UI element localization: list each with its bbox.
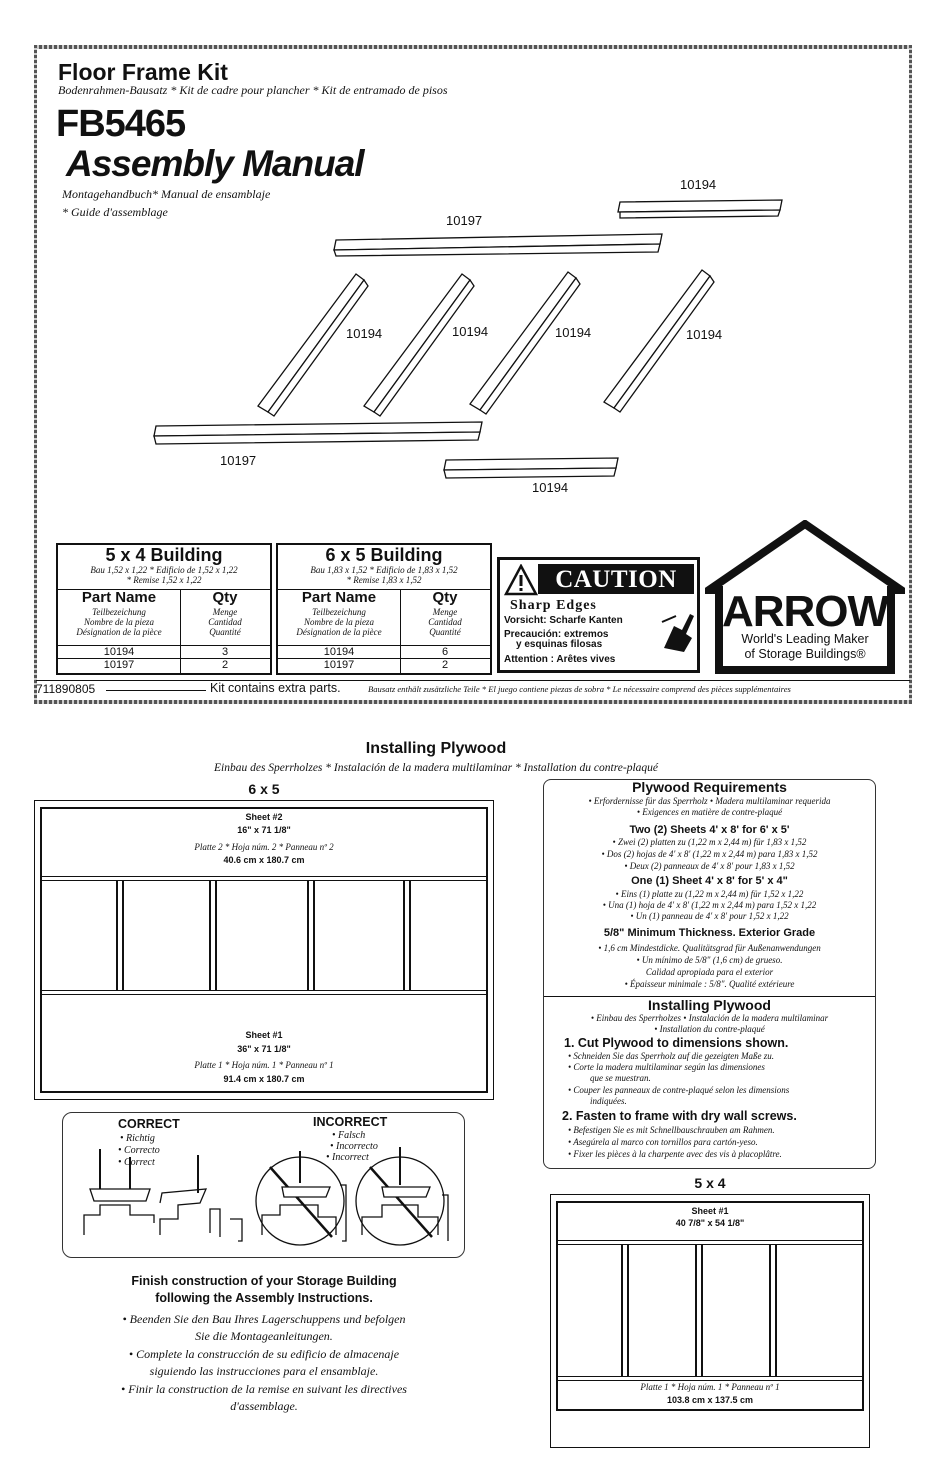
caution-sharp-edges: Sharp Edges bbox=[510, 598, 597, 613]
model-number: FB5465 bbox=[56, 103, 186, 145]
table-5x4-row2-qty: 2 bbox=[221, 659, 229, 671]
sheet1-title: Sheet #1 bbox=[245, 1030, 283, 1040]
hand-cut-icon bbox=[660, 608, 696, 654]
joist-1 bbox=[116, 880, 124, 990]
table-5x4-row1-qty: 3 bbox=[221, 646, 229, 658]
incorrect-trans-2: • Incorrecto bbox=[330, 1141, 378, 1152]
table-5x4-row2-part: 10197 bbox=[103, 659, 135, 671]
footer-divider bbox=[36, 680, 910, 681]
kit-title-translations: Bodenrahmen-Bausatz * Kit de cadre pour plancher * Kit de entramado de pisos bbox=[58, 83, 448, 97]
thickness-trans-1: • 1,6 cm Mindestdicke. Qualitätsgrad für Außenanwendungen bbox=[598, 943, 821, 953]
cover-frame-border-top bbox=[34, 45, 912, 49]
step-1-trans-2: • Corte la madera multilaminar según las dimensiones bbox=[568, 1062, 765, 1072]
sheet54-dimensions: 40 7/8" x 54 1/8" bbox=[675, 1218, 745, 1228]
part-label-10194-b: 10194 bbox=[346, 326, 383, 341]
requirements-trans-2: • Exigences en matière de contre-plaqué bbox=[636, 807, 783, 817]
one-sheet-trans-2: • Una (1) hoja de 4' x 8' (1,22 m x 2,44 m) para 1,52 x 1,22 bbox=[602, 900, 817, 910]
sheet2-title: Sheet #2 bbox=[245, 812, 283, 822]
table-6x5-row1-part: 10194 bbox=[323, 646, 355, 658]
cover-frame-border-right bbox=[909, 45, 912, 703]
table-5x4-qty-trans-3: Quantité bbox=[209, 627, 241, 637]
two-sheets-trans-3: • Deux (2) panneaux de 4' x 8' pour 1,83 x 1,52 bbox=[624, 861, 795, 871]
joist-54-3 bbox=[769, 1244, 777, 1376]
requirements-trans-1: • Erfordernisse für das Sperrholz • Madera multilaminar requerida bbox=[588, 796, 831, 806]
correct-trans-1: • Richtig bbox=[120, 1133, 155, 1144]
manual-translations-1: Montagehandbuch* Manual de ensamblaje bbox=[62, 187, 271, 201]
two-sheets-trans-1: • Zwei (2) platten zu (1,22 m x 2,44 m) für 1,83 x 1,52 bbox=[612, 837, 807, 847]
table-6x5-part-trans-1: Teilbezeichung bbox=[312, 607, 366, 617]
table-5x4-col-part: Part Name bbox=[81, 589, 157, 606]
table-5x4-title: 5 x 4 Building bbox=[105, 545, 223, 565]
table-6x5-qty-trans-2: Cantidad bbox=[428, 617, 462, 627]
sheet1-translations: Platte 1 * Hoja núm. 1 * Panneau nº 1 bbox=[194, 1060, 334, 1070]
table-6x5-row1-qty: 6 bbox=[441, 646, 449, 658]
plywood-section-subtitle: Einbau des Sperrholzes * Instalación de la madera multilaminar * Installation du contre-plaqué bbox=[214, 762, 658, 774]
finish-trans-2: Sie die Montageanleitungen. bbox=[195, 1329, 333, 1343]
cover-frame-border-bottom bbox=[34, 700, 912, 704]
finish-trans-5: • Finir la construction de la remise en suivant les directives bbox=[121, 1382, 407, 1396]
requirements-title: Plywood Requirements bbox=[632, 779, 787, 795]
step-1-trans-3: que se muestran. bbox=[590, 1073, 651, 1083]
table-5x4-part-trans-3: Désignation de la pièce bbox=[76, 627, 162, 637]
joist-2 bbox=[209, 880, 217, 990]
incorrect-trans-3: • Incorrect bbox=[326, 1152, 369, 1163]
part-label-10194-f: 10194 bbox=[532, 480, 569, 495]
table-5x4-part-trans-2: Nombre de la pieza bbox=[84, 617, 154, 627]
table-6x5-col-qty: Qty bbox=[432, 589, 458, 606]
brand-tagline-2: of Storage Buildings® bbox=[744, 647, 866, 661]
table-6x5-subtitle-1: Bau 1,83 x 1,52 * Edificio de 1,83 x 1,52 bbox=[310, 565, 458, 575]
caution-banner bbox=[538, 564, 694, 594]
finish-trans-1: • Beenden Sie den Bau Ihres Lagerschuppens und befolgen bbox=[122, 1312, 406, 1326]
one-sheet-requirement: One (1) Sheet 4' x 8' for 5' x 4" bbox=[631, 875, 788, 887]
footer-leader-line bbox=[106, 690, 206, 691]
finish-line-1: Finish construction of your Storage Building bbox=[131, 1274, 397, 1288]
sheet1-metric: 91.4 cm x 180.7 cm bbox=[223, 1074, 305, 1084]
step-2-trans-3: • Fixer les pièces à la charpente avec des vis à placoplâtre. bbox=[568, 1149, 782, 1159]
step-1: 1. Cut Plywood to dimensions shown. bbox=[564, 1036, 789, 1050]
thickness-trans-3: Calidad apropiada para el exterior bbox=[645, 967, 774, 977]
table-6x5-col-part: Part Name bbox=[301, 589, 377, 606]
part-code: 711890805 bbox=[36, 682, 96, 696]
table-6x5-title: 6 x 5 Building bbox=[325, 545, 443, 565]
table-5x4-qty-trans-2: Cantidad bbox=[208, 617, 242, 627]
caution-label bbox=[497, 557, 700, 673]
caution-word: CAUTION bbox=[555, 566, 677, 593]
step-2-trans-2: • Asegúrela al marco con tornillos para cartón-yeso. bbox=[568, 1137, 758, 1147]
table-5x4-part-trans-1: Teilbezeichung bbox=[92, 607, 146, 617]
install-plywood-trans-2: • Installation du contre-plaqué bbox=[654, 1024, 765, 1034]
finish-trans-6: d'assemblage. bbox=[230, 1399, 298, 1413]
finish-trans-3: • Complete la construcción de su edificio de almacenaje bbox=[128, 1347, 400, 1361]
sheet54-seam-bottom bbox=[558, 1376, 862, 1381]
sheet-seam-top bbox=[42, 876, 486, 881]
manual-translations-2: * Guide d'assemblage bbox=[62, 205, 168, 219]
table-6x5-part-trans-3: Désignation de la pièce bbox=[296, 627, 382, 637]
table-5x4-subtitle-2: * Remise 1,52 x 1,22 bbox=[126, 575, 202, 585]
table-6x5-qty-trans-3: Quantité bbox=[429, 627, 461, 637]
brand-tagline-1: World's Leading Maker bbox=[741, 632, 869, 646]
two-sheets-requirement: Two (2) Sheets 4' x 8' for 6' x 5' bbox=[629, 824, 790, 836]
size-6x5-label: 6 x 5 bbox=[248, 781, 280, 797]
table-6x5-qty-trans-1: Menge bbox=[432, 607, 458, 617]
kit-title: Floor Frame Kit bbox=[58, 59, 228, 85]
step-2: 2. Fasten to frame with dry wall screws. bbox=[562, 1109, 797, 1123]
step-2-trans-1: • Befestigen Sie es mit Schnellbauschrauben am Rahmen. bbox=[568, 1125, 775, 1135]
brand-name: ARROW bbox=[721, 587, 889, 636]
joist-3 bbox=[307, 880, 315, 990]
table-6x5-part-trans-2: Nombre de la pieza bbox=[304, 617, 374, 627]
table-6x5-subtitle-2: * Remise 1,83 x 1,52 bbox=[346, 575, 422, 585]
table-6x5-row2-qty: 2 bbox=[441, 659, 449, 671]
two-sheets-trans-2: • Dos (2) hojas de 4' x 8' (1,22 m x 2,44 m) para 1,83 x 1,52 bbox=[601, 849, 818, 859]
joist-54-2 bbox=[695, 1244, 703, 1376]
sheet54-seam-top bbox=[558, 1240, 862, 1245]
sheet1-dimensions: 36" x 71 1/8" bbox=[237, 1044, 291, 1054]
part-label-10194-a: 10194 bbox=[680, 177, 717, 192]
parts-table-5x4 bbox=[56, 543, 272, 675]
caution-spanish-1: Precaución: extremos bbox=[504, 629, 609, 640]
caution-french: Attention : Arêtes vives bbox=[504, 654, 616, 665]
joist-54-1 bbox=[621, 1244, 629, 1376]
part-label-10197-b: 10197 bbox=[220, 453, 257, 468]
one-sheet-trans-3: • Un (1) panneau de 4' x 8' pour 1,52 x 1,22 bbox=[630, 911, 789, 921]
plywood-section-title: Installing Plywood bbox=[365, 740, 507, 757]
caution-spanish-2: y esquinas filosas bbox=[516, 639, 603, 650]
part-label-10197-a: 10197 bbox=[446, 213, 483, 228]
sheet54-translations: Platte 1 * Hoja núm. 1 * Panneau nº 1 bbox=[640, 1382, 780, 1392]
step-1-trans-5: indiquées. bbox=[590, 1096, 627, 1106]
incorrect-trans-1: • Falsch bbox=[332, 1130, 366, 1141]
joist-4 bbox=[403, 880, 411, 990]
table-5x4-qty-trans-1: Menge bbox=[212, 607, 238, 617]
thickness-requirement: 5/8" Minimum Thickness. Exterior Grade bbox=[603, 927, 816, 939]
sheet-seam-bottom bbox=[42, 990, 486, 995]
caution-german: Vorsicht: Scharfe Kanten bbox=[504, 615, 623, 626]
cover-frame-border-left bbox=[34, 45, 37, 703]
extra-parts-note: Kit contains extra parts. bbox=[210, 681, 341, 695]
thickness-trans-4: • Épaisseur minimale : 5/8". Qualité extérieure bbox=[624, 979, 795, 989]
parts-table-6x5 bbox=[276, 543, 492, 675]
sheet2-translations: Platte 2 * Hoja núm. 2 * Panneau nº 2 bbox=[194, 842, 334, 852]
one-sheet-trans-1: • Eins (1) platte zu (1,22 m x 2,44 m) für 1,52 x 1,22 bbox=[615, 889, 804, 899]
finish-trans-4: siguiendo las instrucciones para el ensamblaje. bbox=[149, 1364, 379, 1378]
sheet54-metric: 103.8 cm x 137.5 cm bbox=[666, 1395, 754, 1405]
thickness-trans-2: • Un mínimo de 5/8" (1,6 cm) de grueso. bbox=[636, 955, 783, 965]
warning-triangle-icon bbox=[504, 564, 538, 596]
extra-parts-translations: Bausatz enthält zusätzliche Teile * El juego contiene piezas de sobra * Le nécessaire comprend des pièces supplémentaires bbox=[368, 684, 791, 694]
sheet2-dimensions: 16" x 71 1/8" bbox=[237, 825, 291, 835]
step-1-trans-4: • Couper les panneaux de contre-plaqué selon les dimensions bbox=[568, 1085, 790, 1095]
part-label-10194-c: 10194 bbox=[452, 324, 489, 339]
table-5x4-col-qty: Qty bbox=[212, 589, 238, 606]
install-plywood-trans-1: • Einbau des Sperrholzes • Instalación de la madera multilaminar bbox=[590, 1013, 829, 1023]
sheet54-title: Sheet #1 bbox=[691, 1206, 729, 1216]
table-5x4-row1-part: 10194 bbox=[103, 646, 135, 658]
part-label-10194-d: 10194 bbox=[555, 325, 592, 340]
step-1-trans-1: • Schneiden Sie das Sperrholz auf die gezeigten Maße zu. bbox=[568, 1051, 774, 1061]
screw-diagram bbox=[70, 1145, 460, 1255]
part-label-10194-e: 10194 bbox=[686, 327, 723, 342]
incorrect-label: INCORRECT bbox=[313, 1115, 388, 1129]
sheet2-metric: 40.6 cm x 180.7 cm bbox=[223, 855, 305, 865]
table-5x4-subtitle-1: Bau 1,52 x 1,22 * Edificio de 1,52 x 1,22 bbox=[90, 565, 238, 575]
correct-trans-3: • Correct bbox=[118, 1157, 155, 1168]
install-plywood-title: Installing Plywood bbox=[648, 997, 771, 1013]
manual-title: Assembly Manual bbox=[66, 143, 364, 184]
correct-label: CORRECT bbox=[118, 1117, 180, 1131]
correct-trans-2: • Correcto bbox=[118, 1145, 160, 1156]
size-5x4-label: 5 x 4 bbox=[694, 1175, 726, 1191]
table-6x5-row2-part: 10197 bbox=[323, 659, 355, 671]
finish-line-2: following the Assembly Instructions. bbox=[155, 1291, 373, 1305]
